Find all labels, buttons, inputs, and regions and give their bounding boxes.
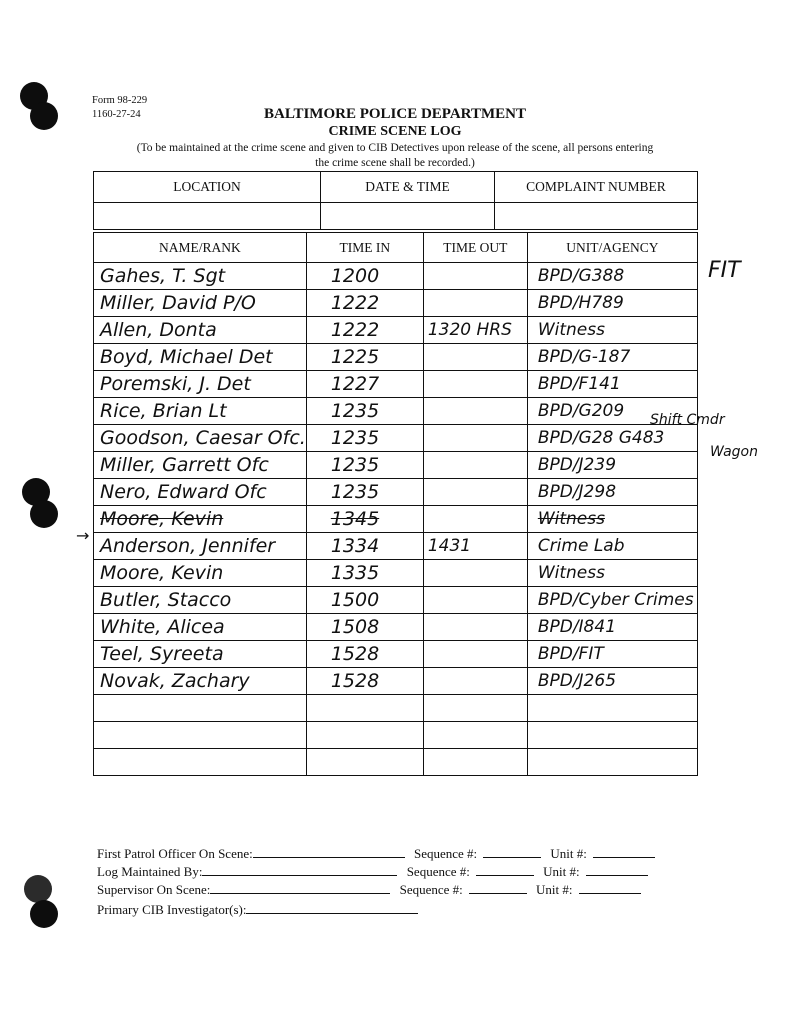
time-in-cell[interactable] <box>306 749 423 776</box>
name-cell[interactable] <box>94 371 307 398</box>
unit-agency-cell-text: BPD/Cyber Crimes <box>537 590 694 610</box>
table-row <box>94 317 698 344</box>
time-in-cell[interactable] <box>306 614 423 641</box>
time-in-cell-text: 1200 <box>330 265 380 287</box>
name-cell[interactable] <box>94 749 307 776</box>
unit-agency-cell-text: BPD/J265 <box>537 671 617 691</box>
punch-hole-bottom-1 <box>24 875 52 903</box>
unit-agency-cell-text: BPD/I841 <box>537 617 617 637</box>
table-row <box>94 749 698 776</box>
name-cell[interactable] <box>94 398 307 425</box>
sequence-line-1[interactable] <box>483 845 541 858</box>
complaint-header: COMPLAINT NUMBER <box>495 172 698 203</box>
time-out-cell[interactable] <box>423 668 527 695</box>
unit-agency-cell[interactable] <box>527 614 697 641</box>
name-cell-text: Miller, Garrett Ofc <box>100 454 269 476</box>
time-out-header: TIME OUT <box>423 233 527 263</box>
name-cell[interactable] <box>94 695 307 722</box>
name-cell-text: Butler, Stacco <box>100 589 232 611</box>
footer-primary-cib <box>97 901 418 919</box>
location-value[interactable] <box>94 203 321 230</box>
name-cell-text: Teel, Syreeta <box>100 643 224 665</box>
department-title: BALTIMORE POLICE DEPARTMENT <box>263 106 526 122</box>
table-row <box>94 614 698 641</box>
table-row <box>94 722 698 749</box>
table-row <box>94 263 698 290</box>
time-in-cell[interactable] <box>306 533 423 560</box>
table-row <box>94 479 698 506</box>
time-in-cell-text: 1528 <box>330 670 380 692</box>
time-in-header: TIME IN <box>306 233 423 263</box>
time-in-cell[interactable] <box>306 695 423 722</box>
unit-agency-cell[interactable] <box>527 560 697 587</box>
unit-agency-cell[interactable] <box>527 641 697 668</box>
unit-agency-cell-text: BPD/F141 <box>537 374 621 394</box>
punch-hole-top-2 <box>30 102 58 130</box>
time-out-cell[interactable] <box>423 479 527 506</box>
unit-line-3[interactable] <box>579 881 641 894</box>
name-cell-text: Miller, David P/O <box>100 292 256 314</box>
unit-agency-cell-text: BPD/G-187 <box>537 347 631 367</box>
time-in-cell-text: 1334 <box>330 535 380 557</box>
name-rank-header: NAME/RANK <box>94 233 307 263</box>
name-cell[interactable] <box>94 722 307 749</box>
name-cell[interactable] <box>94 263 307 290</box>
unit-agency-cell[interactable] <box>527 479 697 506</box>
time-in-cell-text: 1235 <box>330 427 380 449</box>
name-cell-text: Goodson, Caesar Ofc. <box>100 427 306 449</box>
unit-agency-header: UNIT/AGENCY <box>527 233 697 263</box>
time-in-cell-text: 1235 <box>330 454 380 476</box>
name-cell-text: Rice, Brian Lt <box>100 400 227 422</box>
name-cell[interactable] <box>94 317 307 344</box>
name-cell[interactable] <box>94 587 307 614</box>
unit-agency-cell-text: Witness <box>537 320 605 340</box>
punch-hole-mid-2 <box>30 500 58 528</box>
time-out-cell[interactable] <box>423 344 527 371</box>
table-row <box>94 587 698 614</box>
name-cell-text: Moore, Kevin <box>100 562 224 584</box>
time-out-cell[interactable] <box>423 263 527 290</box>
time-in-cell[interactable] <box>306 290 423 317</box>
time-out-cell[interactable] <box>423 452 527 479</box>
table-row <box>94 506 698 533</box>
time-in-cell[interactable] <box>306 371 423 398</box>
time-in-cell-text: 1335 <box>330 562 380 584</box>
margin-arrow: → <box>76 526 90 545</box>
unit-agency-cell-text: BPD/G388 <box>537 266 625 286</box>
name-cell[interactable] <box>94 614 307 641</box>
first-patrol-line[interactable] <box>253 845 405 858</box>
form-code: 1160-27-24 <box>92 109 141 120</box>
name-cell[interactable] <box>94 290 307 317</box>
name-cell[interactable] <box>94 533 307 560</box>
sequence-line-3[interactable] <box>469 881 527 894</box>
time-out-cell-text: 1320 HRS <box>427 320 512 340</box>
name-cell-text: Poremski, J. Det <box>100 373 251 395</box>
time-in-cell[interactable] <box>306 506 423 533</box>
sequence-label-1: Sequence #: <box>413 846 478 861</box>
unit-agency-cell-text: Witness <box>537 563 605 583</box>
time-out-cell[interactable] <box>423 398 527 425</box>
time-out-cell[interactable] <box>423 371 527 398</box>
datetime-header: DATE & TIME <box>321 172 495 203</box>
unit-label-2: Unit #: <box>543 864 580 879</box>
table-row <box>94 668 698 695</box>
time-out-cell-text: 1431 <box>427 536 472 556</box>
name-cell[interactable] <box>94 560 307 587</box>
margin-note-wagon: Wagon <box>710 444 758 460</box>
table-row <box>94 425 698 452</box>
name-cell-text: Nero, Edward Ofc <box>100 481 267 503</box>
name-cell-text: Boyd, Michael Det <box>100 346 273 368</box>
table-row <box>94 290 698 317</box>
unit-agency-cell[interactable] <box>527 749 697 776</box>
unit-label-1: Unit #: <box>550 846 587 861</box>
unit-agency-cell-text: Crime Lab <box>537 536 625 556</box>
unit-agency-cell[interactable] <box>527 722 697 749</box>
first-patrol-label: First Patrol Officer On Scene: <box>97 846 253 861</box>
unit-line-2[interactable] <box>586 863 648 876</box>
time-in-cell-text: 1508 <box>330 616 380 638</box>
log-maintained-label: Log Maintained By: <box>97 864 203 879</box>
unit-agency-cell[interactable] <box>527 317 697 344</box>
sequence-line-2[interactable] <box>476 863 534 876</box>
time-in-cell[interactable] <box>306 641 423 668</box>
unit-agency-cell[interactable] <box>527 668 697 695</box>
time-in-cell[interactable] <box>306 668 423 695</box>
unit-agency-cell-text: BPD/H789 <box>537 293 624 313</box>
name-cell[interactable] <box>94 479 307 506</box>
punch-hole-bottom-2 <box>30 900 58 928</box>
primary-cib-line[interactable] <box>246 901 418 914</box>
table-row <box>94 344 698 371</box>
time-in-cell-text: 1222 <box>330 319 380 341</box>
time-in-cell[interactable] <box>306 263 423 290</box>
time-in-cell-text: 1235 <box>330 481 380 503</box>
unit-agency-cell[interactable] <box>527 587 697 614</box>
name-cell[interactable] <box>94 641 307 668</box>
instructions-line-2: the crime scene shall be recorded.) <box>315 157 475 169</box>
time-out-cell[interactable] <box>423 506 527 533</box>
time-out-cell[interactable] <box>423 587 527 614</box>
unit-label-3: Unit #: <box>536 882 573 897</box>
footer-supervisor <box>97 881 641 899</box>
unit-agency-cell[interactable] <box>527 263 697 290</box>
time-in-cell-text: 1528 <box>330 643 380 665</box>
log-body <box>94 263 698 776</box>
crime-scene-log-table <box>93 232 698 776</box>
unit-agency-cell[interactable] <box>527 290 697 317</box>
table-row <box>94 560 698 587</box>
name-cell[interactable] <box>94 668 307 695</box>
table-row <box>94 398 698 425</box>
supervisor-line[interactable] <box>210 881 390 894</box>
sequence-label-2: Sequence #: <box>406 864 470 879</box>
table-row <box>94 641 698 668</box>
margin-note-shift-cmdr: Shift Cmdr <box>650 412 725 428</box>
unit-agency-cell-text: BPD/J239 <box>537 455 617 475</box>
complaint-value[interactable] <box>495 203 698 230</box>
time-out-cell[interactable] <box>423 290 527 317</box>
unit-agency-cell[interactable] <box>527 533 697 560</box>
unit-agency-cell-text: BPD/FIT <box>537 644 604 664</box>
name-cell[interactable] <box>94 425 307 452</box>
margin-note-fit: FIT <box>708 258 741 283</box>
form-number: Form 98-229 <box>92 95 148 106</box>
time-out-cell[interactable] <box>423 425 527 452</box>
instructions-line-1: (To be maintained at the crime scene and given to CIB Detectives upon release of the scene, all persons entering <box>136 142 654 154</box>
table-row <box>94 452 698 479</box>
time-in-cell-text: 1345 <box>330 508 380 530</box>
time-in-cell-text: 1222 <box>330 292 380 314</box>
name-cell-text: Moore, Kevin <box>100 508 224 530</box>
unit-agency-cell[interactable] <box>527 506 697 533</box>
time-in-cell[interactable] <box>306 452 423 479</box>
time-out-cell[interactable] <box>423 641 527 668</box>
supervisor-label: Supervisor On Scene: <box>97 882 211 897</box>
time-in-cell[interactable] <box>306 479 423 506</box>
unit-agency-cell[interactable] <box>527 452 697 479</box>
name-cell-text: Allen, Donta <box>100 319 217 341</box>
time-in-cell-text: 1500 <box>330 589 380 611</box>
time-out-cell[interactable] <box>423 695 527 722</box>
time-in-cell[interactable] <box>306 560 423 587</box>
log-maintained-line[interactable] <box>202 863 397 876</box>
time-in-cell-text: 1227 <box>330 373 380 395</box>
unit-agency-cell-text: BPD/G209 <box>537 401 625 421</box>
unit-agency-cell-text: BPD/J298 <box>537 482 617 502</box>
name-cell-text: White, Alicea <box>100 616 225 638</box>
time-in-cell[interactable] <box>306 317 423 344</box>
time-out-cell[interactable] <box>423 749 527 776</box>
footer-log-maintained <box>97 863 648 881</box>
name-cell[interactable] <box>94 506 307 533</box>
name-cell-text: Anderson, Jennifer <box>100 535 276 557</box>
unit-agency-cell-text: Witness <box>537 509 605 529</box>
unit-agency-cell[interactable] <box>527 344 697 371</box>
time-out-cell[interactable] <box>423 614 527 641</box>
time-in-cell[interactable] <box>306 587 423 614</box>
primary-cib-label: Primary CIB Investigator(s): <box>97 902 247 917</box>
unit-agency-cell[interactable] <box>527 425 697 452</box>
table-row <box>94 533 698 560</box>
time-out-cell[interactable] <box>423 560 527 587</box>
footer-first-patrol <box>97 845 655 863</box>
location-header: LOCATION <box>94 172 321 203</box>
log-title: CRIME SCENE LOG <box>328 124 462 139</box>
unit-line-1[interactable] <box>593 845 655 858</box>
name-cell[interactable] <box>94 344 307 371</box>
time-out-cell[interactable] <box>423 533 527 560</box>
time-in-cell-text: 1225 <box>330 346 380 368</box>
location-table <box>93 171 698 230</box>
name-cell[interactable] <box>94 452 307 479</box>
unit-agency-cell[interactable] <box>527 695 697 722</box>
table-row <box>94 371 698 398</box>
unit-agency-cell[interactable] <box>527 371 697 398</box>
time-out-cell[interactable] <box>423 317 527 344</box>
name-cell-text: Novak, Zachary <box>100 670 250 692</box>
unit-agency-cell-text: BPD/G28 G483 <box>537 428 665 448</box>
time-in-cell[interactable] <box>306 722 423 749</box>
datetime-value[interactable] <box>321 203 495 230</box>
time-in-cell-text: 1235 <box>330 400 380 422</box>
sequence-label-3: Sequence #: <box>399 882 463 897</box>
table-row <box>94 695 698 722</box>
time-in-cell[interactable] <box>306 425 423 452</box>
time-in-cell[interactable] <box>306 344 423 371</box>
name-cell-text: Gahes, T. Sgt <box>100 265 226 287</box>
time-out-cell[interactable] <box>423 722 527 749</box>
time-in-cell[interactable] <box>306 398 423 425</box>
